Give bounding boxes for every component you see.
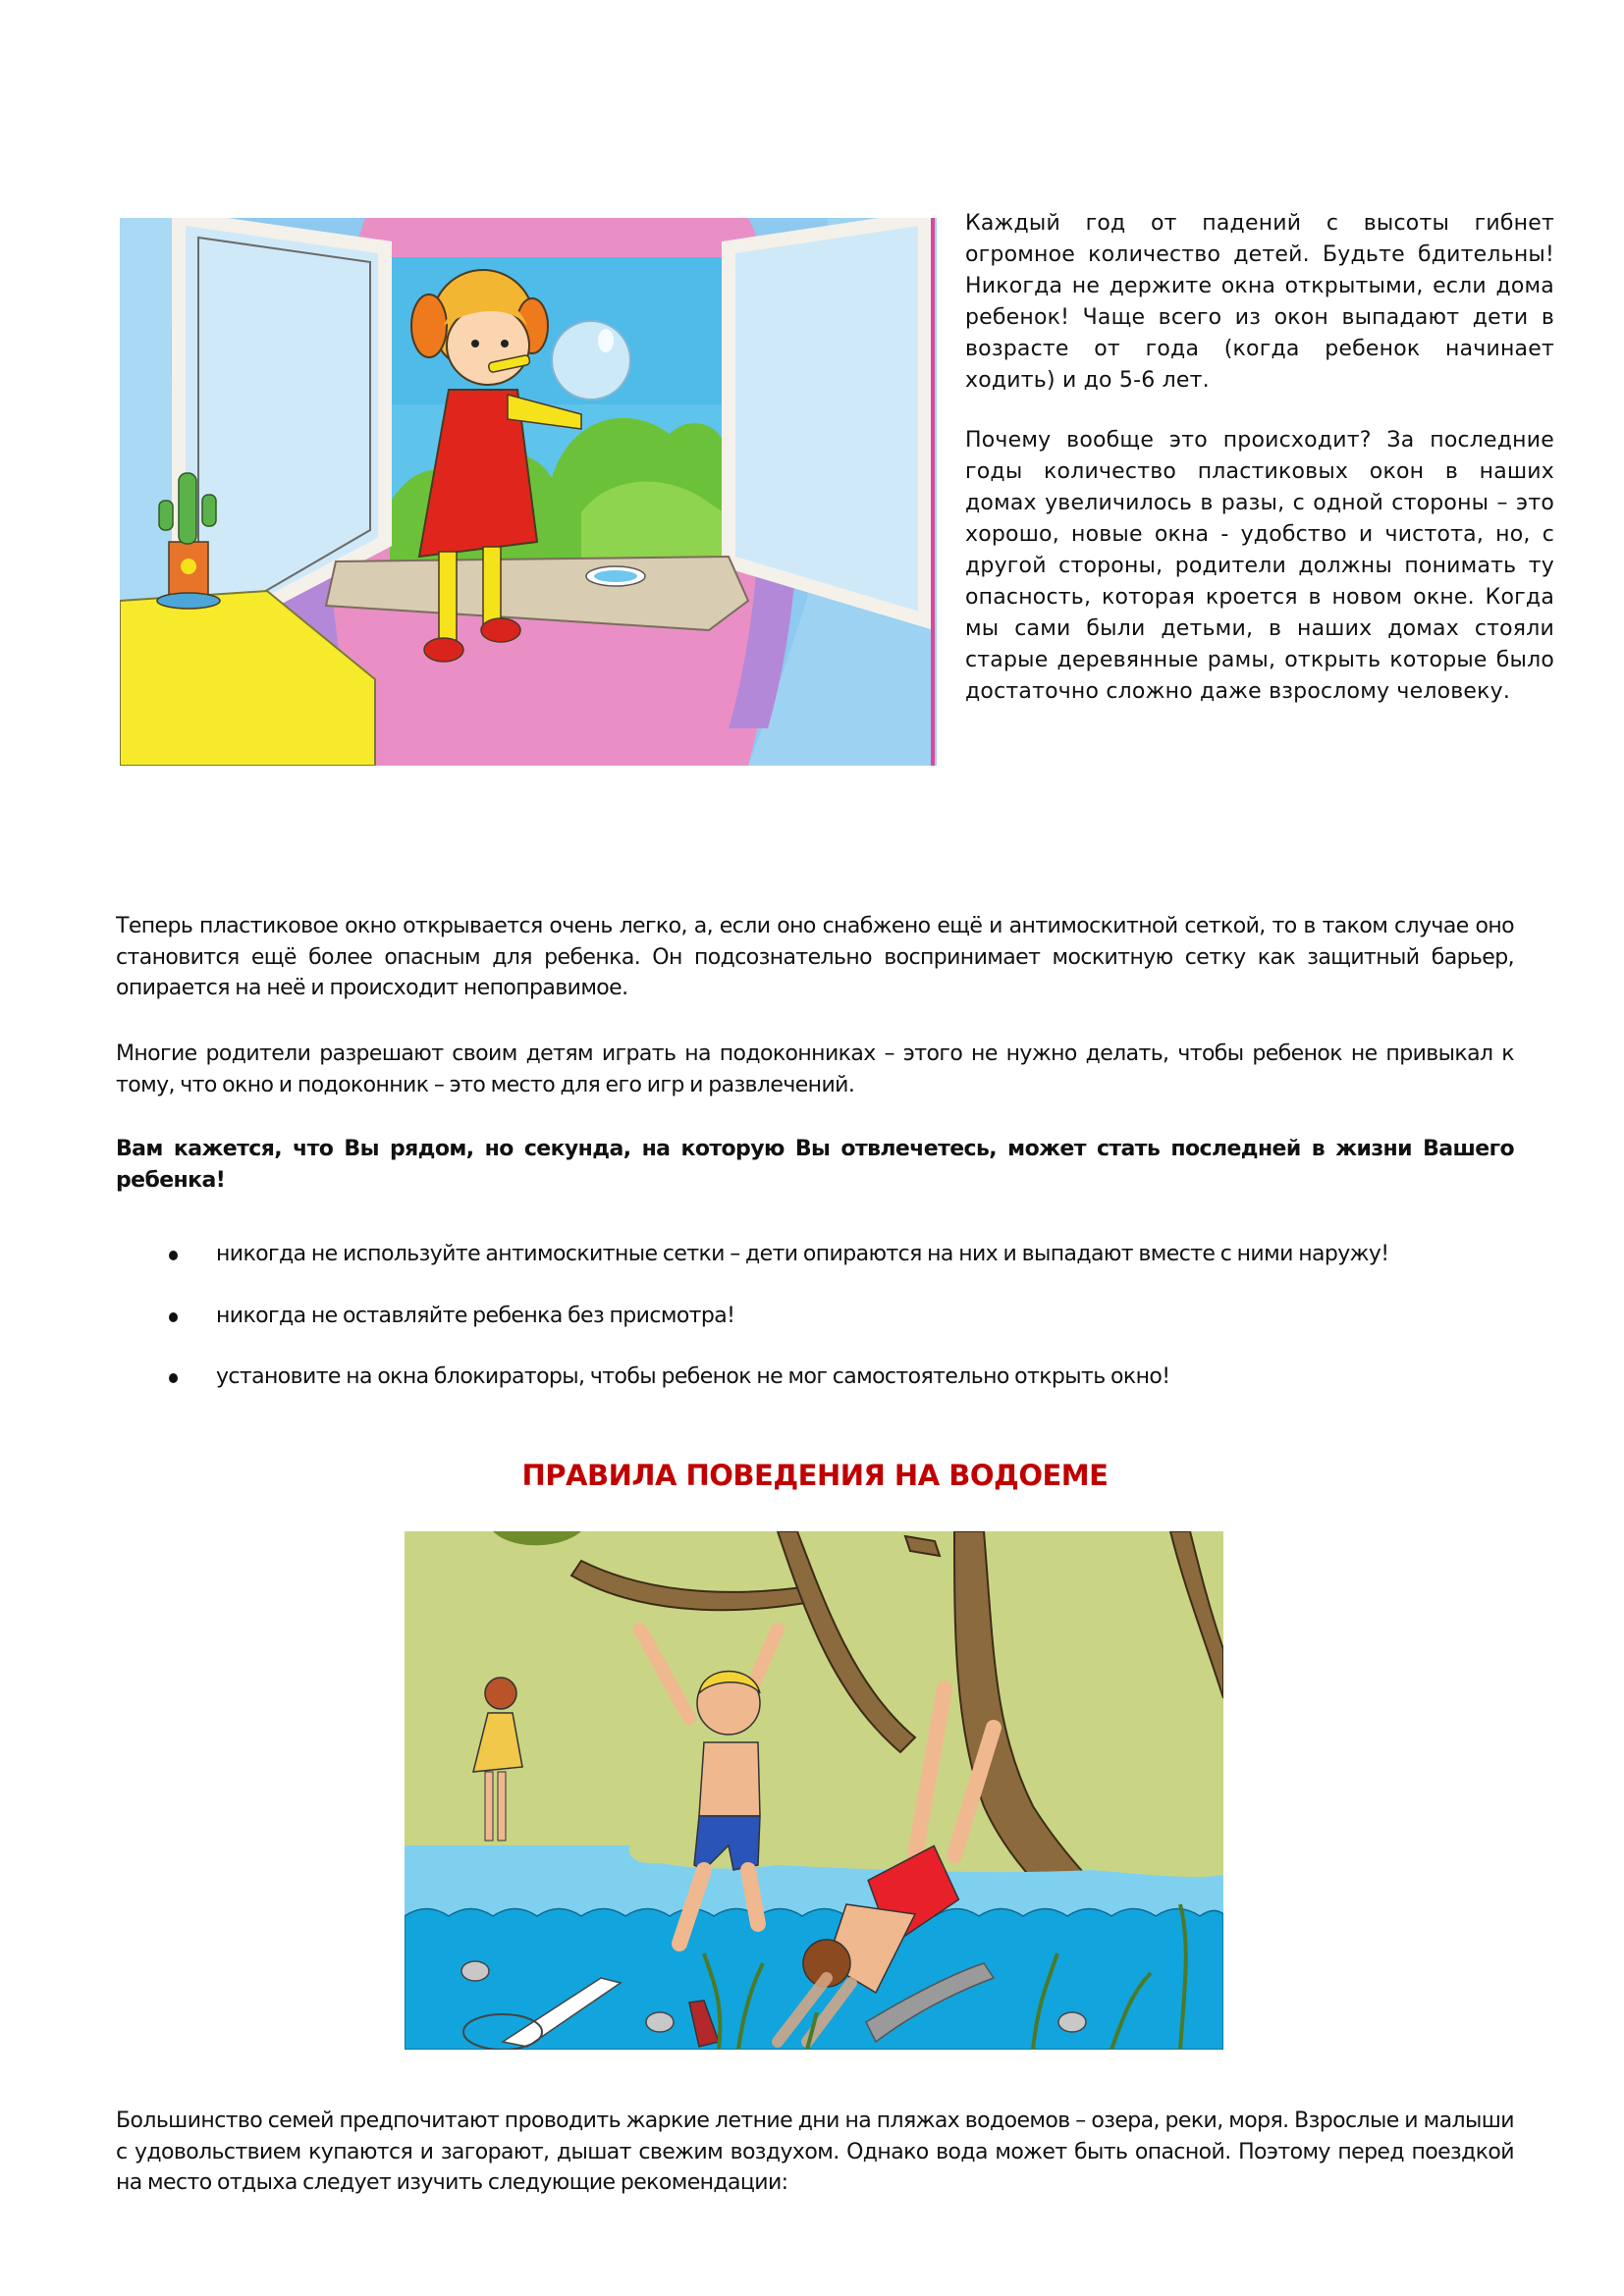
soap-bubble — [552, 321, 630, 400]
paragraph-beach: Большинство семей предпочитают проводить жаркие летние дни на пляжах водоемов – озера, реки, моря. Взрослые и малыши с удовольствием купаются и загорают, дышат свежим воздухом. Однако вода может быть опасной. Поэтому перед поездкой на место отдыха следует изучить следующие рекомендации: — [116, 2109, 1514, 2195]
bullet-icon — [169, 1251, 178, 1260]
paragraph-mosquito-net: Теперь пластиковое окно открывается очень легко, а, если оно снабжено ещё и антимоскитной сеткой, то в таком случае оно становится ещё более опасным для ребенка. Он подсознательно воспринимает москитную сетку как защитный барьер, опирается на неё и происходит непоправимое. — [116, 914, 1514, 1000]
children-diving-illustration — [405, 1531, 1223, 2050]
child-at-window-illustration — [120, 218, 937, 766]
list-item: установите на окна блокираторы, чтобы ребенок не мог самостоятельно открыть окно! — [169, 1362, 1514, 1393]
window-frame-right — [729, 218, 925, 620]
bullet-icon — [169, 1373, 178, 1383]
section-heading: ПРАВИЛА ПОВЕДЕНИЯ НА ВОДОЕМЕ — [521, 1459, 1109, 1492]
list-item: никогда не используйте антимоскитные сетки – дети опираются на них и выпадают вместе с ними наружу! — [169, 1239, 1514, 1270]
bullet-icon — [169, 1312, 178, 1322]
paragraph-windowsill: Многие родители разрешают своим детям играть на подоконниках – этого не нужно делать, чтобы ребенок не привыкал к тому, что окно и подоконник – это место для его игр и развлечений. — [116, 1041, 1514, 1097]
side-paragraph-1: Каждый год от падений с высоты гибнет огромное количество детей. Будьте бдительны! Никогда не держите окна открытыми, если дома ребенок! Чаще всего из окон выпадают дети в возрасте от года (когда ребенок начинает ходить) и до 5-6 лет. — [965, 211, 1554, 393]
warning-text: Вам кажется, что Вы рядом, но секунда, на которую Вы отвлечетесь, может стать последней в жизни Вашего ребенка! — [116, 1137, 1514, 1193]
side-text-column — [965, 208, 1554, 708]
list-item: никогда не оставляйте ребенка без присмотра! — [169, 1301, 1514, 1332]
side-paragraph-2: Почему вообще это происходит? За последние годы количество пластиковых окон в наших домах увеличилось в разы, с одной стороны – это хорошо, новые окна - удобство и чистота, но, с другой стороны, родители должны понимать ту опасность, которая кроется в новом окне. Когда мы сами были детьми, в наших домах стояли старые деревянные рамы, открыть которые было достаточно сложно даже взрослому человеку. — [965, 428, 1554, 704]
safety-tips-list — [169, 1239, 1514, 1423]
